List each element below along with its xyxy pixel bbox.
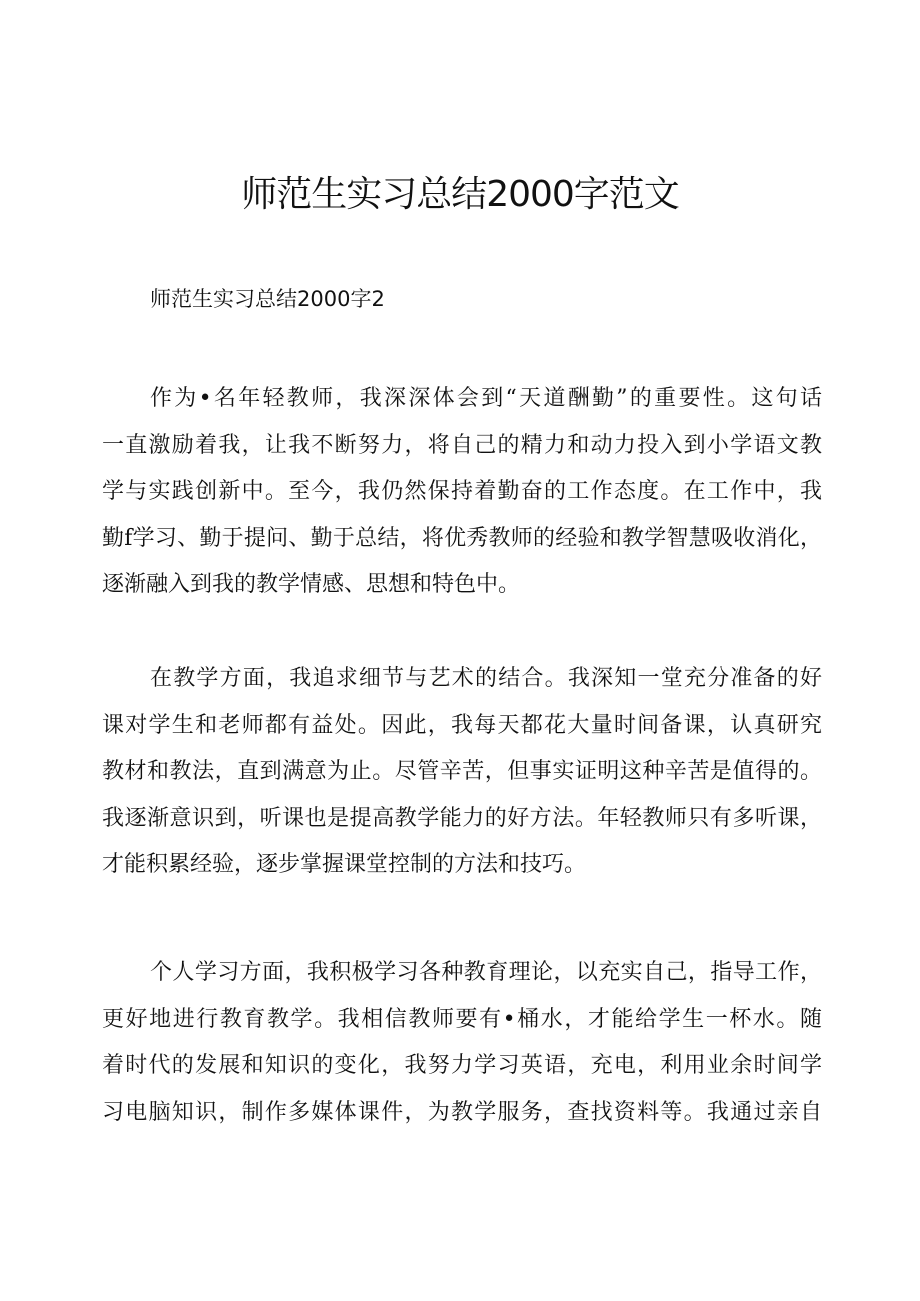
paragraph-teaching-method	[102, 656, 822, 889]
paragraph-line: 一直激励着我，让我不断努力，将自己的精力和动力投入到小学语文教	[102, 432, 822, 458]
paragraph-line: 在教学方面，我追求细节与艺术的结合。我深知一堂充分准备的好	[150, 666, 822, 691]
paragraph-line: 个人学习方面，我积极学习各种教育理论，以充实自己，指导工作，	[150, 960, 822, 985]
paragraph-line: 更好地进行教育教学。我相信教师要有•桶水，才能给学生一杯水。随	[102, 1006, 822, 1032]
paragraph-line: 习电脑知识，制作多媒体课件，为教学服务，查找资料等。我通过亲自	[102, 1099, 822, 1125]
paragraph-personal-study	[102, 950, 822, 1136]
document-title: 师范生实习总结2000字范文	[241, 174, 679, 215]
paragraph-line: 作为•名年轻教师，我深深体会到“天道酬勤”的重要性。这句话	[150, 386, 822, 411]
document-subtitle: 师范生实习总结2000字2	[150, 287, 385, 311]
paragraph-line: 我逐渐意识到，听课也是提高教学能力的好方法。年轻教师只有多听课，	[102, 805, 822, 831]
paragraph-teaching-diligence	[102, 376, 822, 609]
paragraph-line: 课对学生和老师都有益处。因此，我每天都花大量时间备课，认真研究	[102, 712, 822, 738]
paragraph-line: 学与实践创新中。至今，我仍然保持着勤奋的工作态度。在工作中，我	[102, 479, 822, 504]
paragraph-line: 教材和教法，直到满意为止。尽管辛苦，但事实证明这种辛苦是值得的。	[102, 759, 822, 784]
paragraph-line: 勤f学习、勤于提问、勤于总结，将优秀教师的经验和教学智慧吸收消化，	[102, 525, 822, 551]
paragraph-line: 着时代的发展和知识的变化，我努力学习英语，充电，利用业余时间学	[102, 1053, 822, 1078]
paragraph-line: 才能积累经验，逐步掌握课堂控制的方法和技巧。	[102, 852, 587, 877]
paragraph-line: 逐渐融入到我的教学情感、思想和特色中。	[102, 572, 521, 597]
